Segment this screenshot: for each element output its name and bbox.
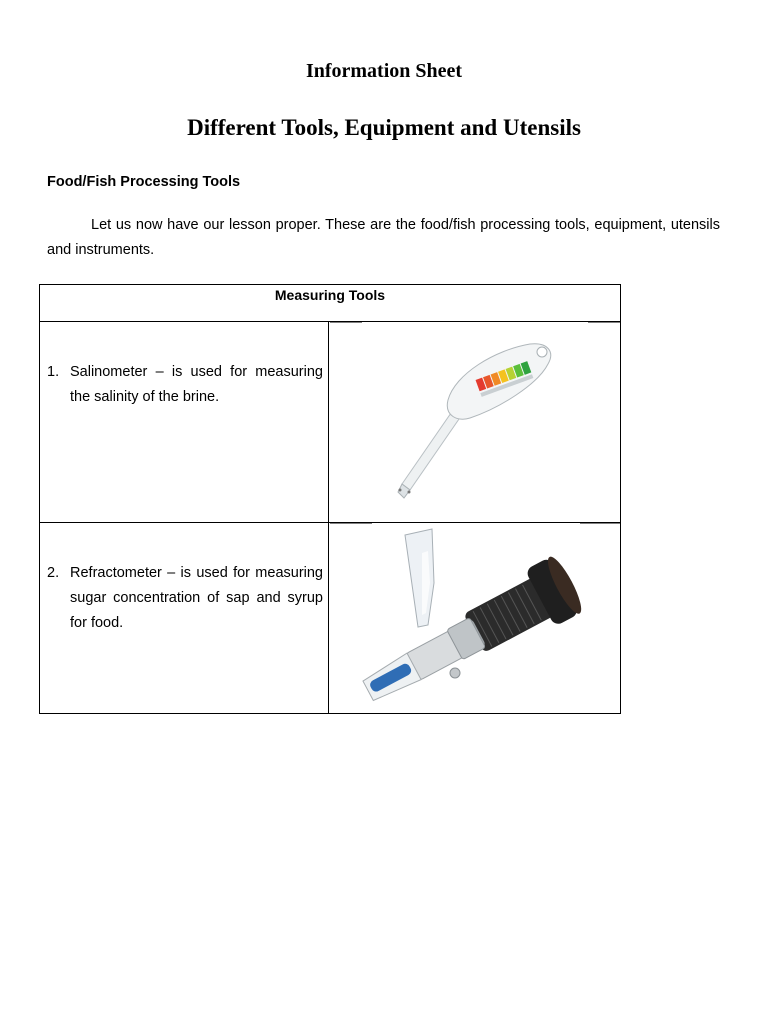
refractometer-image-cell: [330, 523, 620, 713]
item-text-cell: [40, 322, 329, 522]
salinometer-image-cell: [330, 322, 620, 522]
list-item: [47, 360, 323, 410]
salinometer-image: [330, 322, 620, 521]
list-item: [47, 561, 323, 636]
item-text-cell: [40, 523, 329, 713]
intro-paragraph: Let us now have our lesson proper. These are the food/fish processing tools, equipment, utensils and instruments.: [47, 217, 720, 258]
refractometer-image: [330, 523, 620, 713]
page-title: Different Tools, Equipment and Utensils: [187, 115, 581, 140]
table-header: Measuring Tools: [40, 285, 620, 322]
table-row: [40, 523, 620, 713]
table-row: [40, 322, 620, 523]
section-heading: Food/Fish Processing Tools: [47, 174, 241, 190]
item-description: Refractometer – is used for measuring sugar concentration of sap and syrup for food.: [70, 565, 323, 631]
item-description: Salinometer – is used for measuring the salinity of the brine.: [70, 364, 323, 405]
item-number: 1.: [47, 364, 60, 380]
item-number: 2.: [47, 565, 60, 581]
measuring-tools-table: [39, 284, 621, 714]
sheet-title: Information Sheet: [305, 60, 463, 82]
